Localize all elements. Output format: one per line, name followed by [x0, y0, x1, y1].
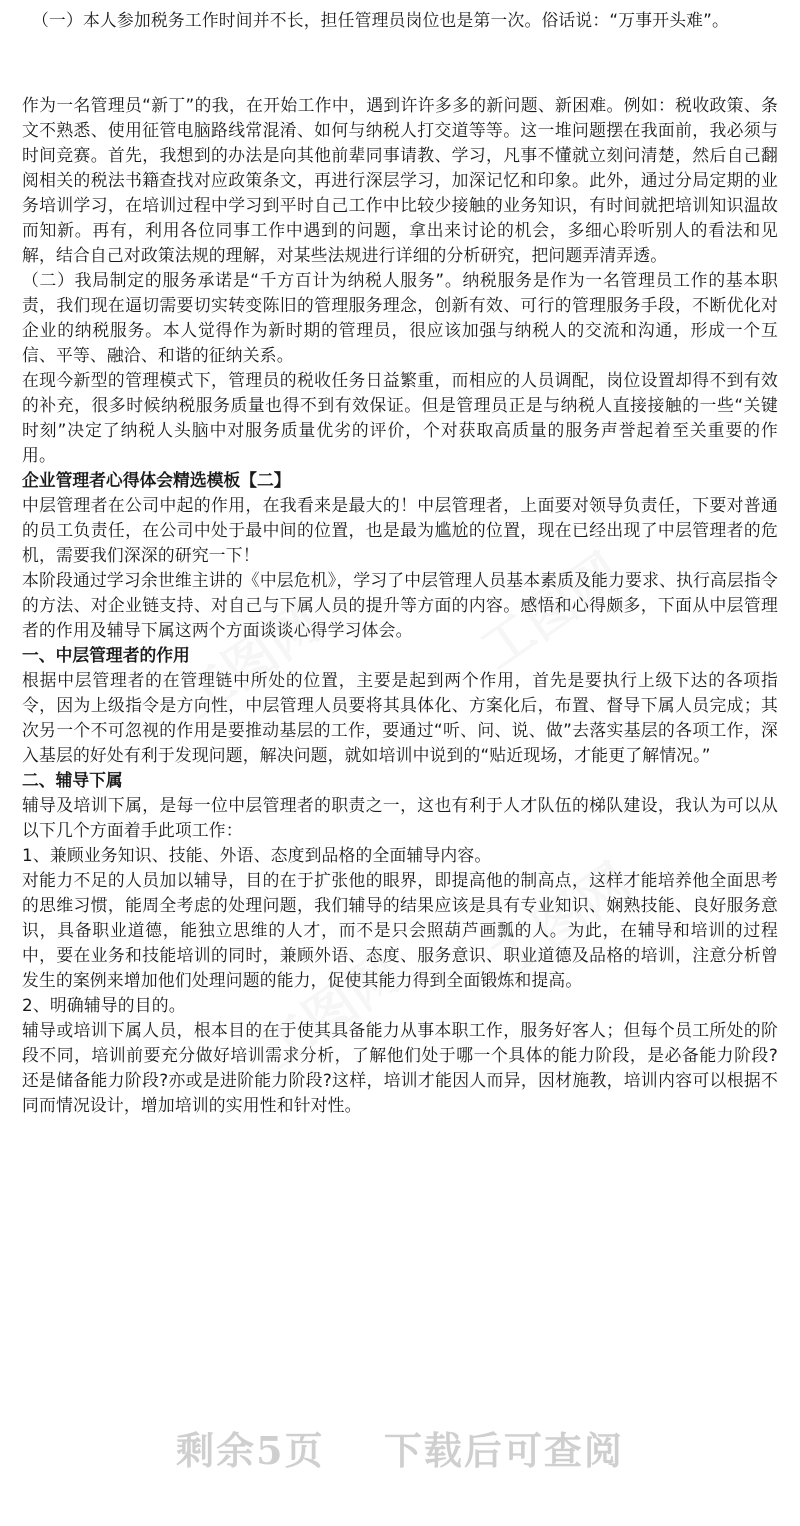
download-to-view-label: 下载后可查阅 — [383, 1428, 624, 1473]
paragraph: （二）我局制定的服务承诺是“千方百计为纳税人服务”。纳税服务是作为一名管理员工作的基本职责，我们现在逼切需要切实转变陈旧的管理服务理念，创新有效、可行的管理服务手段，不断优化对企业的纳税服务。本人觉得作为新时期的管理员，很应该加强与纳税人的交流和沟通，形成一个互信、平等、融洽、和谐的征纳关系。 — [22, 270, 778, 365]
section-heading: 一、中层管理者的作用 — [22, 645, 190, 665]
section-heading: 二、辅导下属 — [22, 770, 123, 790]
paragraph: 作为一名管理员“新丁”的我，在开始工作中，遇到许许多多的新问题、新困难。例如：税收政策、条文不熟悉、使用征管电脑路线常混淆、如何与纳税人打交道等等。这一堆问题摆在我面前，我必须与时间竞赛。首先，我想到的办法是向其他前辈同事请教、学习，凡事不懂就立刻问清楚，然后自己翻阅相关的税法书籍查找对应政策条文，再进行深层学习，加深记忆和印象。此外，通过分局定期的业务培训学习，在培训过程中学习到平时自己工作中比较少接触的业务知识，有时间就把培训知识温故而知新。再有，利用各位同事工作中遇到的问题，拿出来讨论的机会，多细心聆听别人的看法和见解，结合自己对政策法规的理解，对某些法规进行详细的分析研究，把问题弄清弄透。 — [22, 95, 778, 265]
document-body — [22, 93, 778, 1118]
remaining-pages-label: 剩余5页 — [176, 1428, 325, 1473]
paragraph: 本阶段通过学习余世维主讲的《中层危机》，学习了中层管理人员基本素质及能力要求、执行高层指令的方法、对企业链支持、对自己与下属人员的提升等方面的内容。感悟和心得颇多，下面从中层管理者的作用及辅导下属这两个方面谈谈心得学习体会。 — [22, 570, 778, 640]
paragraph: 辅导或培训下属人员，根本目的在于使其具备能力从事本职工作，服务好客人；但每个员工所处的阶段不同，培训前要充分做好培训需求分析，了解他们处于哪一个具体的能力阶段，是必备能力阶段?还是储备能力阶段?亦或是进阶能力阶段?这样，培训才能因人而异，因材施教，培训内容可以根据不同而情况设计，增加培训的实用性和针对性。 — [22, 1020, 778, 1115]
paragraph: 中层管理者在公司中起的作用，在我看来是最大的！中层管理者，上面要对领导负责任，下要对普通的员工负责任，在公司中处于最中间的位置，也是最为尴尬的位置，现在已经出现了中层管理者的危机，需要我们深深的研究一下！ — [22, 495, 778, 565]
paragraph: 辅导及培训下属，是每一位中层管理者的职责之一，这也有利于人才队伍的梯队建设，我认为可以从以下几个方面着手此项工作： — [22, 795, 778, 840]
paragraph: 对能力不足的人员加以辅导，目的在于扩张他的眼界，即提高他的制高点，这样才能培养他全面思考的思维习惯，能周全考虑的处理问题，我们辅导的结果应该是具有专业知识、娴熟技能、良好服务意识，具备职业道德，能独立思维的人才，而不是只会照葫芦画瓢的人。为此，在辅导和培训的过程中，要在业务和技能培训的同时，兼顾外语、态度、服务意识、职业道德及品格的培训，注意分析曾发生的案例来增加他们处理问题的能力，促使其能力得到全面锻炼和提高。 — [22, 870, 778, 990]
list-item: 2、明确辅导的目的。 — [22, 995, 186, 1015]
list-item: 1、兼顾业务知识、技能、外语、态度到品格的全面辅导内容。 — [22, 845, 492, 865]
paragraph: （一）本人参加税务工作时间并不长，担任管理员岗位也是第一次。俗话说：“万事开头难”。 — [32, 10, 730, 30]
section-heading: 企业管理者心得体会精选模板【二】 — [22, 470, 291, 490]
paragraph: 根据中层管理者的在管理链中所处的位置，主要是起到两个作用，首先是要执行上级下达的各项指令，因为上级指令是方向性，中层管理人员要将其具体化、方案化后，布置、督导下属人员完成；其次另一个不可忽视的作用是要推动基层的工作，要通过“听、问、说、做”去落实基层的各项工作，深入基层的好处有利于发现问题，解决问题，就如培训中说到的“贴近现场，才能更了解情况。” — [22, 670, 778, 765]
download-prompt[interactable] — [0, 1420, 800, 1475]
paragraph: 在现今新型的管理模式下，管理员的税收任务日益繁重，而相应的人员调配，岗位设置却得不到有效的补充，很多时候纳税服务质量也得不到有效保证。但是管理员正是与纳税人直接接触的一些“关键时刻”决定了纳税人头脑中对服务质量优劣的评价，个对获取高质量的服务声誉起着至关重要的作用。 — [22, 370, 778, 465]
